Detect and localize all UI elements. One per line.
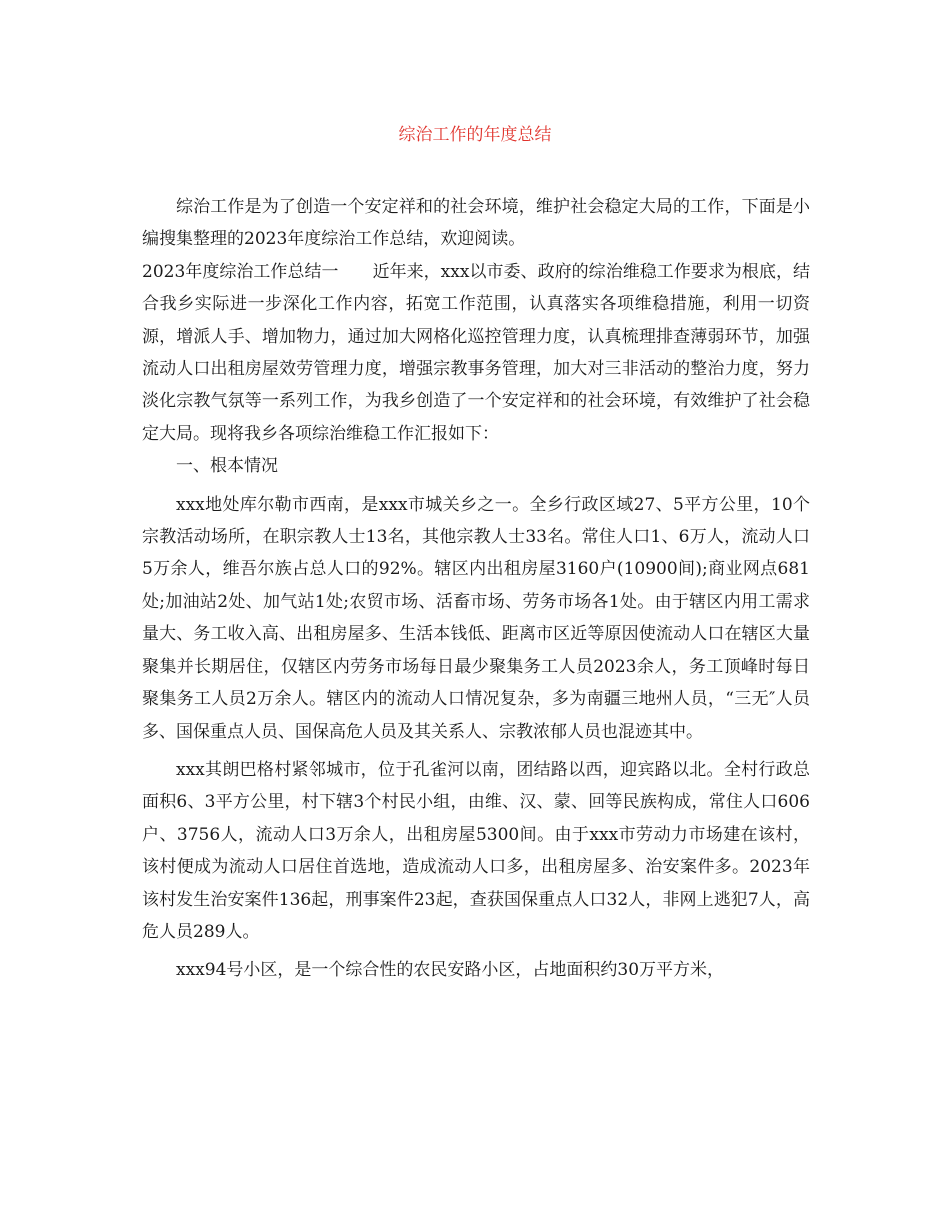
section-lead-text: 近年来，xxx以市委、政府的综治维稳工作要求为根底，结合我乡实际进一步深化工作内容，拓宽工作范围，认真落实各项维稳措施，利用一切资源，增派人手、增加物力，通过加大网格化巡控管理力度，认真梳理排查薄弱环节，加强流动人口出租房屋效劳管理力度，增强宗教事务管理，加大对三非活动的整治力度，努力淡化宗教气氛等一系列工作，为我乡创造了一个安定祥和的社会环境，有效维护了社会稳定大局。现将我乡各项综治维稳工作汇报如下： <box>142 261 811 444</box>
section-lead-paragraph <box>142 256 810 450</box>
heading-basic-situation: 一、根本情况 <box>176 456 278 477</box>
section-label: 2023年度综治工作总结一 <box>142 261 339 282</box>
intro-paragraph: 综治工作是为了创造一个安定祥和的社会环境，维护社会稳定大局的工作，下面是小编搜集整理的2023年度综治工作总结，欢迎阅读。 <box>142 197 810 250</box>
paragraph-village: xxx其朗巴格村紧邻城市，位于孔雀河以南，团结路以西，迎宾路以北。全村行政总面积6、3平方公里，村下辖3个村民小组，由维、汉、蒙、回等民族构成，常住人口606户、3756人，流动人口3万余人，出租房屋5300间。由于xxx市劳动力市场建在该村，该村便成为流动人口居住首选地，造成流动人口多，出租房屋多、治安案件多。2023年该村发生治安案件136起，刑事案件23起，查获国保重点人口32人，非网上逃犯7人，高危人员289人。 <box>142 759 810 942</box>
document-body <box>142 191 810 987</box>
paragraph-township: xxx地处库尔勒市西南，是xxx市城关乡之一。全乡行政区域27、5平方公里，10个宗教活动场所，在职宗教人士13名，其他宗教人士33名。常住人口1、6万人，流动人口5万余人，维吾尔族占总人口的92%。辖区内出租房屋3160户(10900间);商业网点681处;加油站2处、加气站1处;农贸市场、活畜市场、劳务市场各1处。由于辖区内用工需求量大、务工收入高、出租房屋多、生活本钱低、距离市区近等原因使流动人口在辖区大量聚集并长期居住，仅辖区内劳务市场每日最少聚集务工人员2023余人，务工顶峰时每日聚集务工人员2万余人。辖区内的流动人口情况复杂，多为南疆三地州人员，“三无″人员多、国保重点人员、国保高危人员及其关系人、宗教浓郁人员也混迹其中。 <box>142 494 810 742</box>
document-title: 综治工作的年度总结 <box>398 125 552 145</box>
paragraph-community: xxx94号小区，是一个综合性的农民安路小区，占地面积约30万平方米， <box>176 960 725 981</box>
